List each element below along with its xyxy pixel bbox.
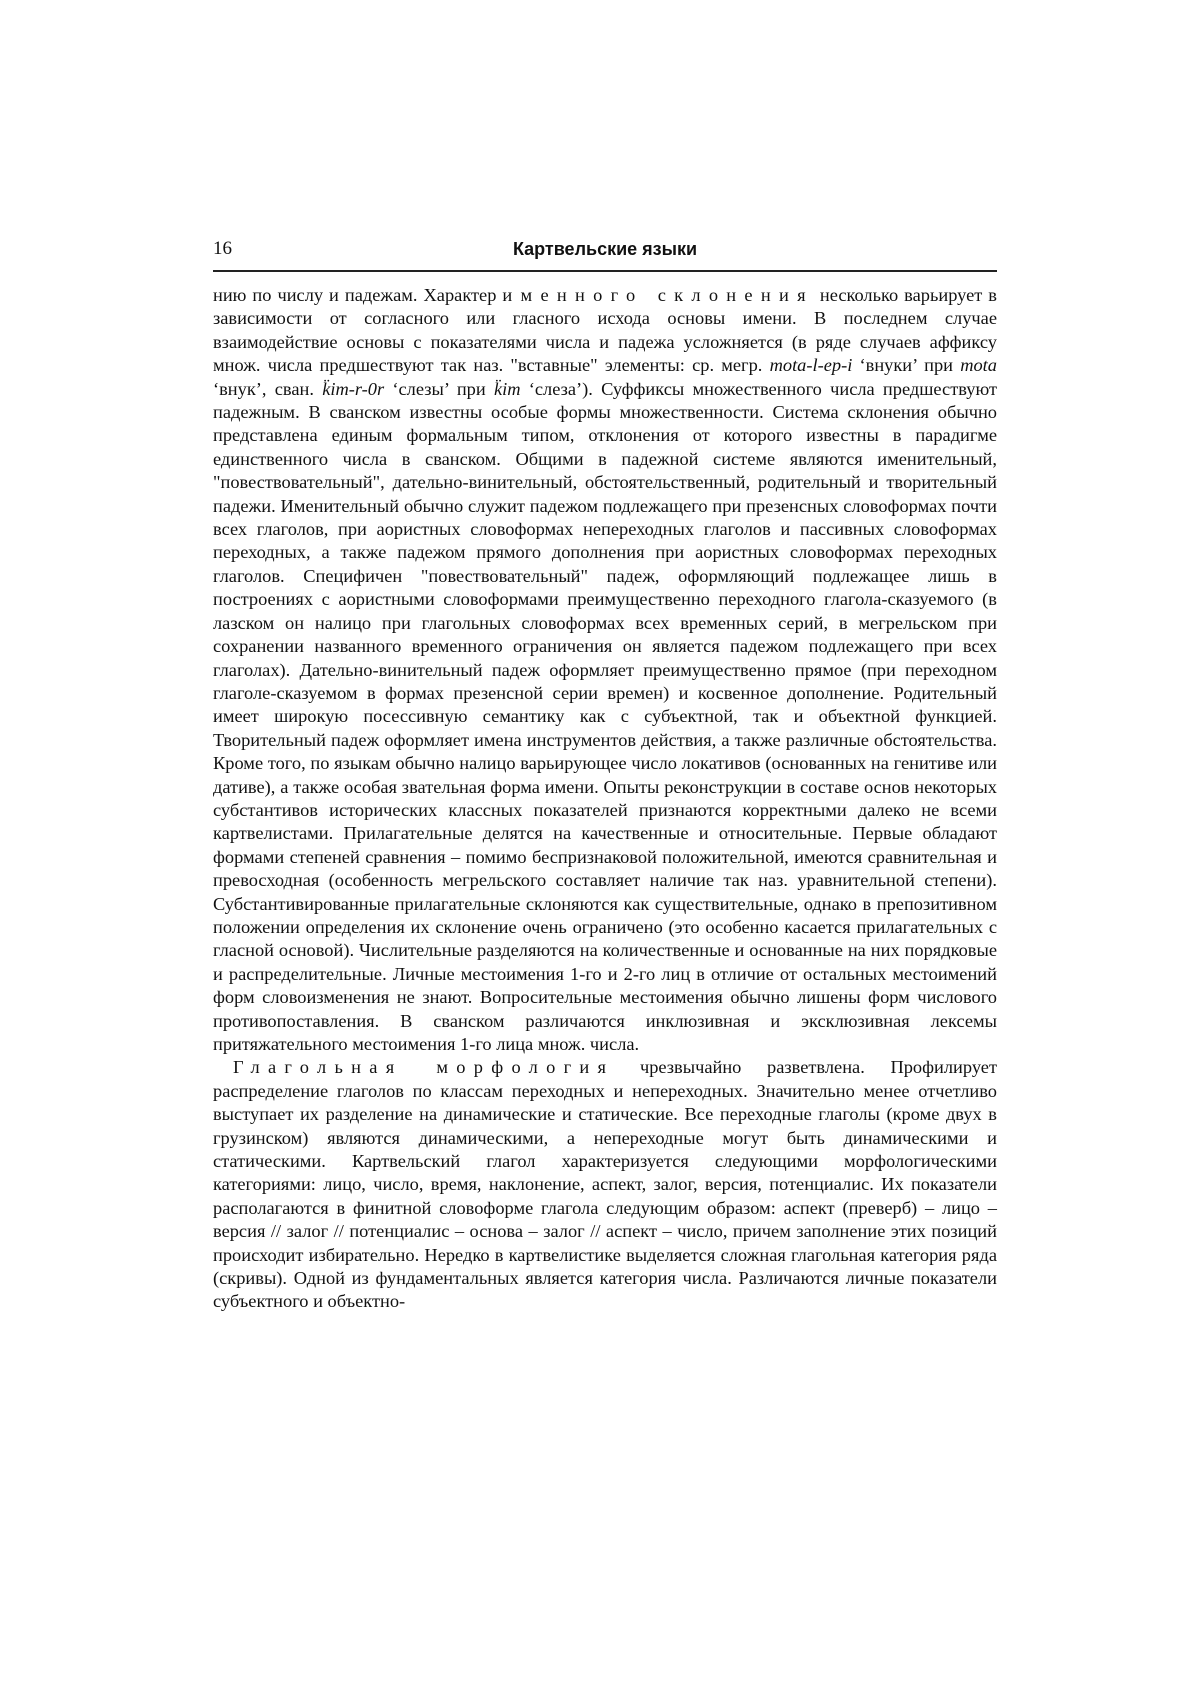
paragraph: [213, 284, 997, 1056]
paragraph: [213, 1056, 997, 1313]
text-run: нию по числу и падежам. Характер: [213, 285, 503, 305]
page-header: [213, 236, 997, 272]
italic-term: k̈im-r-0r: [322, 378, 385, 399]
text-run: ‘внуки’ при: [852, 355, 961, 376]
italic-term: mota-l-ep-i: [769, 355, 853, 376]
text-run: чрезвычайно разветвлена. Профилирует распределение глаголов по классам переходных и непереходных. Значительно менее отчетливо выступает их разделение на динамические и статические. Все переходные глаголы (кроме двух в грузинском) являются динамическими, а непереходные могут быть динамическими и статическими. Картвельский глагол характеризуется следующими морфологическими категориями: лицо, число, время, наклонение, аспект, залог, версия, потенциалис. Их показатели располагаются в финитной словоформе глагола следующим образом: аспект (преверб) – лицо – версия // залог // потенциалис – основа – залог // аспект – число, причем заполнение этих позиций происходит избирательно. Нередко в картвелистике выделяется сложная глагольная категория ряда (скривы). Одной из фундаментальных является категория числа. Различаются личные показатели субъектного и объектно-: [213, 1057, 997, 1312]
spaced-term: именного склонения: [502, 285, 814, 305]
italic-term: mota: [960, 355, 997, 376]
text-run: ‘слеза’). Суффиксы множественного числа предшествуют падежным. В сванском известны особые формы множественности. Система склонения обычно представлена единым формальным типом, отклонения от которого известны в парадигме единственного числа в сванском. Общими в падежной системе являются именительный, "повествовательный", дательно-винительный, обстоятельственный, родительный и творительный падежи. Именительный обычно служит падежом подлежащего при презенсных словоформах почти всех глаголов, при аористных словоформах непереходных глаголов и пассивных словоформах переходных, а также падежом прямого дополнения при аористных словоформах переходных глаголов. Специфичен "повествовательный" падеж, оформляющий подлежащее лишь в построениях с аористными словоформами преимущественно переходного глагола-сказуемого (в лазском он налицо при глагольных словоформах всех временных серий, в мегрельском при сохранении названного временного ограничения он является падежом подлежащего при всех глаголах). Дательно-винительный падеж оформляет преимущественно прямое (при переходном глаголе-сказуемом в формах презенсной серии времен) и косвенное дополнение. Родительный имеет широкую посессивную семантику как с субъектной, так и объектной функцией. Творительный падеж оформляет имена инструментов действия, а также различные обстоятельства. Кроме того, по языкам обычно налицо варьирующее число локативов (основанных на генитиве или дативе), а также особая звательная форма имени. Опыты реконструкции в составе основ некоторых субстантивов исторических классных показателей признаются корректными далеко не всеми картвелистами. Прилагательные делятся на качественные и относительные. Первые обладают формами степеней сравнения – помимо беспризнаковой положительной, имеются сравнительная и превосходная (особенность мегрельского составляет наличие так наз. уравнительной степени). Субстантивированные прилагательные склоняются как существительные, однако в препозитивном положении определения их склонение очень ограничено (это особенно касается прилагательных с гласной основой). Числительные разделяются на количественные и основанные на них порядковые и распределительные. Личные местоимения 1-го и 2-го лиц в отличие от остальных местоимений форм словоизменения не знают. Вопросительные местоимения обычно лишены форм числового противопоставления. В сванском различаются инклюзивная и эксклюзивная лексемы притяжательного местоимения 1-го лица множ. числа.: [213, 378, 998, 1054]
text-run: ‘слезы’ при: [384, 378, 494, 399]
running-title: Картвельские языки: [512, 239, 698, 259]
page-number: 16: [213, 238, 232, 259]
spaced-term: Глагольная морфология: [233, 1057, 615, 1078]
text-run: ‘внук’, сван.: [213, 378, 323, 399]
body-text: [213, 284, 997, 1314]
italic-term: k̈im: [493, 378, 521, 399]
text-run: несколько варьирует в зависимости от согласного или гласного исхода основы имени. В последнем случае взаимодействие основы с показателями числа и падежа усложняется (в ряде случаев аффиксу множ. числа предшествуют так наз. "вставные" элементы: ср. мегр.: [213, 285, 997, 376]
